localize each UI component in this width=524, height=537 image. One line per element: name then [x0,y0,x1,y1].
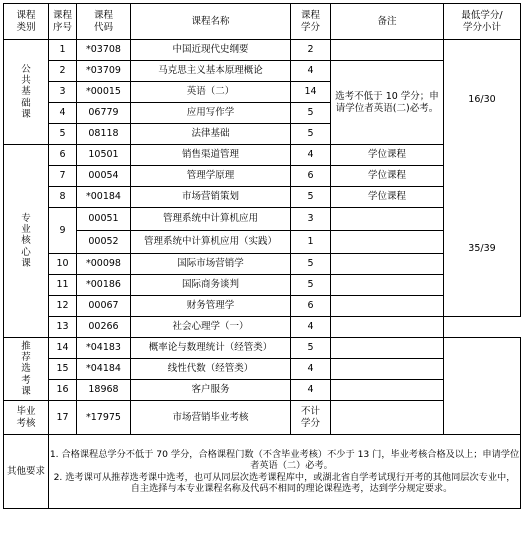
cell-seq: 6 [49,145,77,166]
cell-seq: 15 [49,359,77,380]
cell-code: *00098 [77,254,131,275]
cell-name: 市场营销毕业考核 [131,401,291,435]
other-requirements-label: 其他要求 [4,435,49,509]
cell-code: 10501 [77,145,131,166]
requirement-item: 1. 合格课程总学分不低于 70 学分，合格课程门数（不含毕业考核）不少于 13 门，毕业考核合格及以上；申请学位者英语（二）必考。 [49,449,520,472]
cell-seq: 5 [49,124,77,145]
min-credit-core: 35/39 [468,243,496,254]
table-row [4,338,521,359]
cell-credit: 3 [291,208,331,231]
cell-code: *00184 [77,187,131,208]
cell-note [331,359,444,380]
other-requirements-text [49,435,521,509]
cell-code: *17975 [77,401,131,435]
cell-name: 英语（二） [131,82,291,103]
category-recommended: 推 荐 选 考 课 [4,338,49,401]
cell-credit: 4 [291,317,331,338]
cell-credit: 5 [291,338,331,359]
requirement-item: 2. 选考课可从推荐选考课中选考，也可从同层次选考课程库中，或湖北省自学考试现行开考的其他同层次专业中，自主选择与本专业课程名称及代码不相同的理论课程选考，达到学分规定要求。 [53,471,516,494]
cell-credit: 2 [291,40,331,61]
cell-name: 线性代数（经管类） [131,359,291,380]
cell-name: 销售渠道管理 [131,145,291,166]
header-min-credit: 最低学分/ 学分小计 [444,4,521,40]
header-note: 备注 [331,4,444,40]
cell-name: 客户服务 [131,380,291,401]
cell-note: 学位课程 [331,187,444,208]
cell-note [331,231,444,254]
cell-code: 00067 [77,296,131,317]
cell-name: 概率论与数理统计（经管类） [131,338,291,359]
cell-code: 00051 [77,208,131,231]
cell-name: 国际商务谈判 [131,275,291,296]
public-course-note: 选考不低于 10 学分；申请学位者英语(二)必考。 [331,61,444,145]
cell-code: 18968 [77,380,131,401]
cell-code: 06779 [77,103,131,124]
cell-note [331,338,444,359]
cell-code: 00266 [77,317,131,338]
cell-name: 社会心理学（一） [131,317,291,338]
cell-seq: 10 [49,254,77,275]
cell-code: 00054 [77,166,131,187]
cell-credit: 5 [291,187,331,208]
header-seq: 课程 序号 [49,4,77,40]
cell-credit: 4 [291,145,331,166]
cell-code: 08118 [77,124,131,145]
cell-note [331,317,444,338]
table-row [4,380,521,401]
cell-seq: 9 [49,208,77,254]
cell-note [331,40,444,61]
cell-seq: 1 [49,40,77,61]
cell-name: 管理系统中计算机应用 [131,208,291,231]
cell-credit: 5 [291,124,331,145]
min-credit-left [444,40,521,317]
cell-code: *04184 [77,359,131,380]
cell-name: 国际市场营销学 [131,254,291,275]
cell-seq: 7 [49,166,77,187]
cell-credit: 6 [291,296,331,317]
cell-seq: 13 [49,317,77,338]
cell-credit: 6 [291,166,331,187]
cell-code: 00052 [77,231,131,254]
cell-note [331,208,444,231]
cell-name: 市场营销策划 [131,187,291,208]
cell-code: *00186 [77,275,131,296]
table-row [4,401,521,435]
cell-credit: 5 [291,275,331,296]
cell-credit: 4 [291,359,331,380]
table-row [4,317,521,338]
cell-name: 中国近现代史纲要 [131,40,291,61]
cell-seq: 12 [49,296,77,317]
cell-seq: 2 [49,61,77,82]
min-credit-public: 16/30 [468,94,496,105]
cell-credit: 1 [291,231,331,254]
category-graduation: 毕业 考核 [4,401,49,435]
cell-name: 管理学原理 [131,166,291,187]
cell-note [331,254,444,275]
cell-seq: 3 [49,82,77,103]
header-row [4,4,521,40]
cell-code: *03709 [77,61,131,82]
min-credit-right [444,338,521,435]
cell-note [331,275,444,296]
cell-note: 学位课程 [331,166,444,187]
cell-name: 财务管理学 [131,296,291,317]
cell-seq: 11 [49,275,77,296]
header-name: 课程名称 [131,4,291,40]
cell-name: 马克思主义基本原理概论 [131,61,291,82]
other-requirements-row [4,435,521,509]
table-row [4,40,521,61]
category-core: 专 业 核 心 课 [4,145,49,338]
cell-seq: 8 [49,187,77,208]
header-category: 课程 类别 [4,4,49,40]
cell-name: 法律基础 [131,124,291,145]
cell-note [331,380,444,401]
cell-seq: 4 [49,103,77,124]
cell-credit: 4 [291,61,331,82]
cell-note [331,296,444,317]
cell-note [331,401,444,435]
category-public: 公 共 基 础 课 [4,40,49,145]
cell-credit: 5 [291,103,331,124]
table-row [4,359,521,380]
header-code: 课程 代码 [77,4,131,40]
cell-credit: 14 [291,82,331,103]
cell-name: 管理系统中计算机应用（实践） [131,231,291,254]
cell-seq: 16 [49,380,77,401]
cell-code: *03708 [77,40,131,61]
cell-credit: 不计 学分 [291,401,331,435]
cell-note: 学位课程 [331,145,444,166]
cell-credit: 4 [291,380,331,401]
cell-credit: 5 [291,254,331,275]
cell-code: *00015 [77,82,131,103]
cell-seq: 17 [49,401,77,435]
cell-code: *04183 [77,338,131,359]
cell-name: 应用写作学 [131,103,291,124]
cell-seq: 14 [49,338,77,359]
header-credit: 课程 学分 [291,4,331,40]
course-plan-table [3,3,521,509]
